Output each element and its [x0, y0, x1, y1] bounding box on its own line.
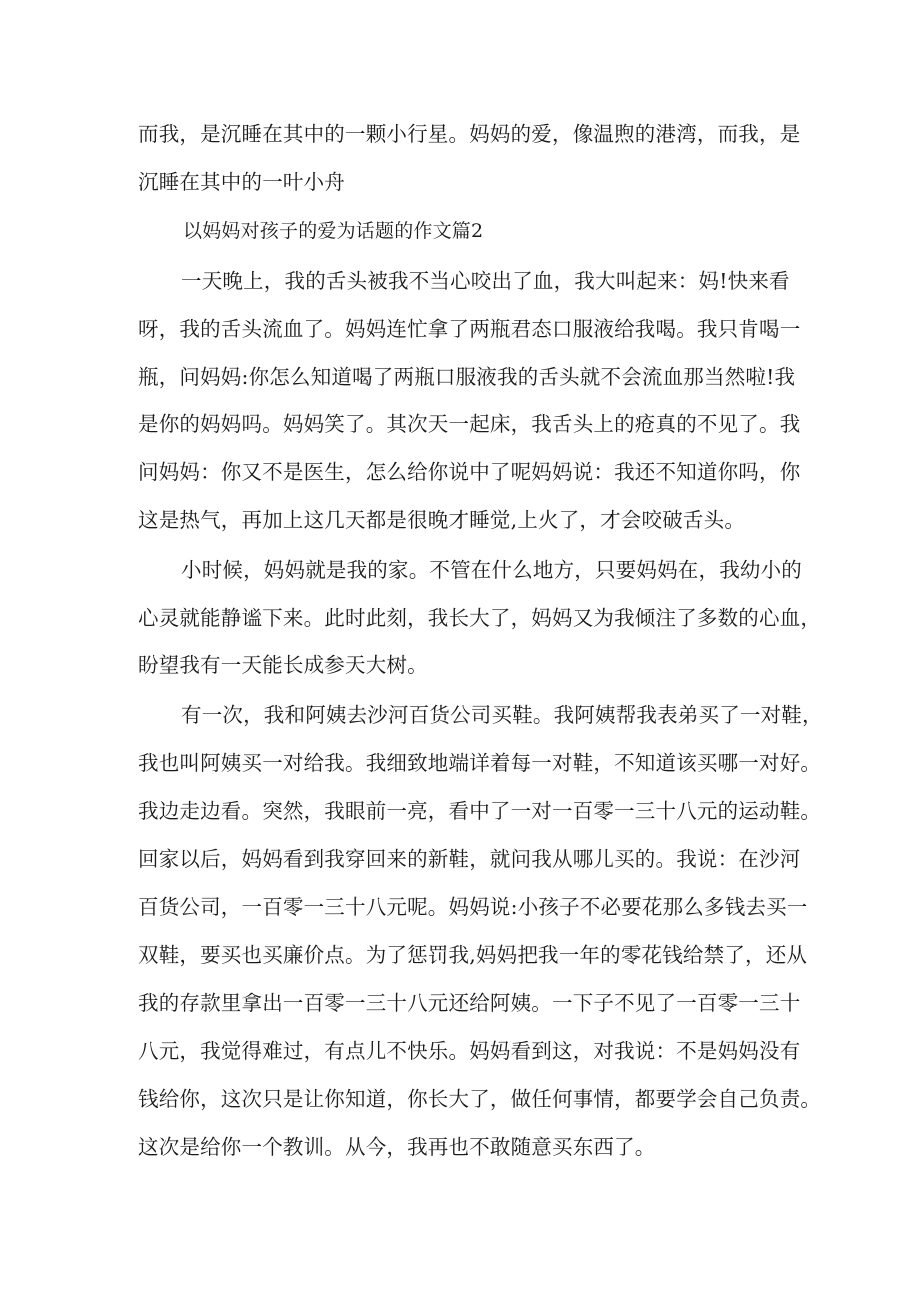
- section-title: 以妈妈对孩子的爱为话题的作文篇2: [183, 220, 484, 242]
- paragraph-line: 小时候，妈妈就是我的家。不管在什么地方，只要妈妈在，我幼小的: [181, 558, 802, 582]
- paragraph-line: 双鞋，要买也买廉价点。为了惩罚我,妈妈把我一年的零花钱给禁了，还从: [138, 943, 808, 967]
- intro-line: 沉睡在其中的一叶小舟: [138, 170, 345, 194]
- paragraph-line: 钱给你，这次只是让你知道，你长大了，做任何事情，都要学会自己负责。: [138, 1087, 822, 1111]
- intro-line: 而我，是沉睡在其中的一颗小行星。妈妈的爱，像温煦的港湾，而我，是: [138, 122, 801, 146]
- paragraph-line: 有一次，我和阿姨去沙河百货公司买鞋。我阿姨帮我表弟买了一对鞋，: [181, 703, 823, 727]
- paragraph-line: 我也叫阿姨买一对给我。我细致地端详着每一对鞋，不知道该买哪一对好。: [138, 751, 822, 775]
- paragraph-line: 是你的妈妈吗。妈妈笑了。其次天一起床，我舌头上的疮真的不见了。我: [138, 412, 801, 436]
- paragraph-line: 心灵就能静谧下来。此时此刻，我长大了，妈妈又为我倾注了多数的心血，: [138, 606, 822, 630]
- paragraph-line: 问妈妈：你又不是医生，怎么给你说中了呢妈妈说：我还不知道你吗，你: [138, 460, 801, 484]
- paragraph-line: 瓶，问妈妈:你怎么知道喝了两瓶口服液我的舌头就不会流血那当然啦!我: [138, 365, 796, 389]
- paragraph-line: 这是热气，再加上这几天都是很晚才睡觉,上火了，才会咬破舌头。: [138, 508, 746, 532]
- paragraph-line: 我边走边看。突然，我眼前一亮，看中了一对一百零一三十八元的运动鞋。: [138, 799, 822, 823]
- paragraph-line: 呀，我的舌头流血了。妈妈连忙拿了两瓶君态口服液给我喝。我只肯喝一: [138, 317, 801, 341]
- paragraph-line: 这次是给你一个教训。从今，我再也不敢随意买东西了。: [138, 1135, 656, 1159]
- paragraph-line: 盼望我有一天能长成参天大树。: [138, 653, 428, 677]
- paragraph-line: 我的存款里拿出一百零一三十八元还给阿姨。一下子不见了一百零一三十: [138, 991, 801, 1015]
- paragraph-line: 八元，我觉得难过，有点儿不快乐。妈妈看到这，对我说：不是妈妈没有: [138, 1039, 801, 1063]
- paragraph-line: 回家以后，妈妈看到我穿回来的新鞋，就问我从哪儿买的。我说：在沙河: [138, 847, 801, 871]
- paragraph-line: 百货公司，一百零一三十八元呢。妈妈说:小孩子不必要花那么多钱去买一: [138, 895, 808, 919]
- paragraph-line: 一天晚上，我的舌头被我不当心咬出了血，我大叫起来：妈!快来看: [181, 269, 790, 293]
